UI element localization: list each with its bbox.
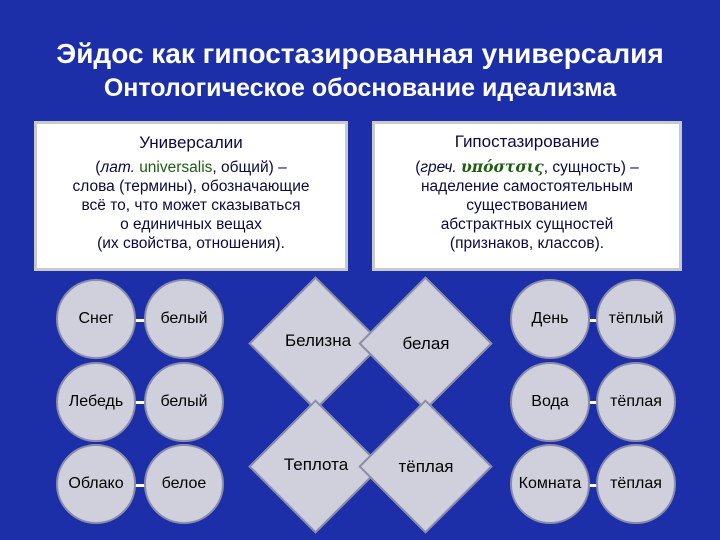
hypostasis-term: υπόστσις [461, 157, 544, 176]
universals-term: universalis [139, 159, 213, 176]
universals-line1-rest: , общий) – [212, 159, 287, 176]
hypostasis-lang: греч. [420, 159, 457, 176]
universals-line-5: (их свойства, отношения). [97, 235, 285, 252]
noun-node-cloud: Облако [56, 444, 136, 524]
noun-node-day: День [510, 279, 590, 359]
universals-line-4: о единичных вещах [120, 216, 262, 233]
adjective-node-white: белый [144, 362, 224, 442]
hypostasis-line-4: абстрактных сущностей [440, 216, 614, 233]
page-subtitle: Онтологическое обоснование идеализма [103, 74, 617, 102]
abstraction-label-warmth: Теплота [283, 455, 349, 474]
hypostasis-heading: Гипостазирование [454, 132, 600, 151]
noun-node-swan: Лебедь [56, 362, 136, 442]
universals-lang: лат. [100, 159, 135, 176]
hypostasis-line-2: наделение самостоятельным [421, 178, 633, 195]
universals-line-2: слова (термины), обозначающие [72, 178, 310, 195]
universals-definition-box [34, 121, 348, 271]
adjective-node-warm: тёплый [596, 279, 676, 359]
adjective-node-white: белый [144, 279, 224, 359]
noun-node-snow: Снег [56, 279, 136, 359]
adjective-node-warm: тёплая [596, 444, 676, 524]
adjective-node-white: белое [144, 444, 224, 524]
adjective-node-warm: тёплая [596, 362, 676, 442]
abstraction-label-warm: тёплая [398, 457, 454, 476]
abstraction-label-white: белая [402, 334, 450, 353]
universals-heading: Универсалии [139, 133, 243, 152]
hypostasis-line-5: (признаков, классов). [449, 235, 605, 252]
hypostasis-line-3: существованием [466, 197, 588, 214]
abstraction-label-whiteness: Белизна [284, 331, 352, 350]
page-title: Эйдос как гипостазированная универсалия [56, 38, 664, 69]
universals-line-1: (лат. universalis, общий) – [95, 159, 287, 176]
noun-node-room: Комната [510, 444, 590, 524]
noun-node-water: Вода [510, 362, 590, 442]
universals-line-3: всё то, что может сказываться [81, 197, 301, 214]
hypostasis-line-1: (греч. υπόστσις, сущность) – [415, 157, 639, 176]
hypostasis-line1-rest: , сущность) – [543, 159, 639, 176]
hypostasis-definition-box [372, 121, 682, 271]
